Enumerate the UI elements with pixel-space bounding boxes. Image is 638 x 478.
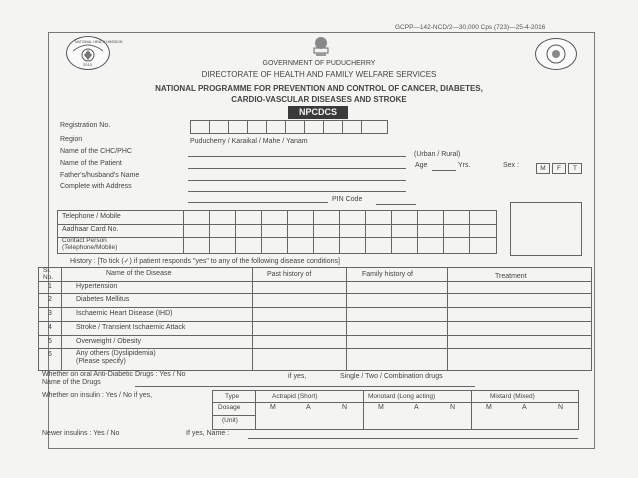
yrs-label: Yrs. <box>458 162 471 169</box>
row-disease: Any others (Dyslipidemia) <box>76 350 156 357</box>
insulin-type-monotard: Monotard (Long acting) <box>368 393 436 400</box>
registration-label: Registration No. <box>60 122 111 129</box>
col-past: Past history of <box>267 271 312 278</box>
drug-names-line[interactable] <box>135 386 475 387</box>
dose-col[interactable]: N <box>342 404 348 411</box>
dose-col[interactable]: N <box>558 404 564 411</box>
contact-grid <box>57 210 497 254</box>
row-disease: Overweight / Obesity <box>76 338 141 345</box>
sex-label: Sex : <box>503 162 519 169</box>
oral-drugs-label: Whether on oral Anti-Diabetic Drugs : Yes / No <box>42 371 186 378</box>
dose-col[interactable]: A <box>522 404 527 411</box>
address-label: Complete with Address <box>60 183 132 190</box>
dose-col[interactable]: A <box>414 404 419 411</box>
row-disease: Ischaemic Heart Disease (IHD) <box>76 310 173 317</box>
npcdcs-badge: NPCDCS <box>288 106 348 119</box>
nhm-logo-year: 2013 <box>83 62 92 67</box>
newer-name-line[interactable] <box>248 438 578 439</box>
insulin-type-mixtard: Mixtard (Mixed) <box>490 393 535 400</box>
father-label: Father's/husband's Name <box>60 172 140 179</box>
pin-line[interactable] <box>376 204 416 205</box>
patient-name-label: Name of the Patient <box>60 160 122 167</box>
age-label: Age <box>415 162 428 169</box>
dose-col[interactable]: N <box>450 404 456 411</box>
insulin-unit-label: (Unit) <box>222 417 238 424</box>
newer-if-yes: If yes, Name : <box>186 430 230 437</box>
sex-m-box[interactable]: M <box>536 163 550 174</box>
dose-col[interactable]: A <box>306 404 311 411</box>
age-line[interactable] <box>432 170 456 171</box>
newer-insulins-label: Newer insulins : Yes / No <box>42 430 120 437</box>
address-line-2[interactable] <box>188 202 328 203</box>
aadhaar-label: Aadhaar Card No. <box>62 226 119 233</box>
insulin-type-label: Type <box>225 393 240 400</box>
col-disease: Name of the Disease <box>106 270 172 277</box>
insulin-dosage-label: Dosage <box>218 404 241 411</box>
insulin-label: Whether on insulin : Yes / No if yes, <box>42 392 153 399</box>
col-treatment: Treatment <box>495 273 527 280</box>
father-line[interactable] <box>188 180 406 181</box>
contact-person-label: Contact Person <box>62 237 107 244</box>
col-family: Family history of <box>362 271 413 278</box>
col-slno: Sl. No. <box>43 267 54 281</box>
insulin-type-actrapid: Actrapid (Short) <box>272 393 318 400</box>
nhm-logo-text: NATIONAL HEALTH MISSION <box>75 40 123 44</box>
form-code: GCPP—142-NCD/2—30,000 Cps (723)—25-4-2016 <box>395 24 546 31</box>
oral-combo[interactable]: Single / Two / Combination drugs <box>340 373 443 380</box>
region-label: Region <box>60 136 83 143</box>
row-no: 3 <box>48 310 52 317</box>
contact-person-sub: (Telephone/Mobile) <box>62 244 118 251</box>
sex-f-box[interactable]: F <box>552 163 566 174</box>
row-no: 6 <box>48 351 52 358</box>
history-title: History : [To tick (✓) if patient responds "yes" to any of the following disease conditions] <box>70 258 340 265</box>
pin-label: PIN Code <box>332 196 363 203</box>
row-no: 1 <box>48 283 52 290</box>
photo-box <box>510 202 582 256</box>
patient-name-line[interactable] <box>188 168 406 169</box>
address-line-1[interactable] <box>188 191 406 192</box>
dose-col[interactable]: M <box>378 404 384 411</box>
state-emblem <box>310 34 332 58</box>
row-no: 2 <box>48 296 52 303</box>
gov-title: GOVERNMENT OF PUDUCHERRY <box>262 60 376 67</box>
dose-col[interactable]: M <box>270 404 276 411</box>
registration-boxes[interactable] <box>190 120 388 134</box>
row-disease: Stroke / Transient Ischaemic Attack <box>76 324 186 331</box>
directorate-title: DIRECTORATE OF HEALTH AND FAMILY WELFARE SERVICES <box>201 70 437 79</box>
urban-rural: (Urban / Rural) <box>414 151 461 158</box>
row-disease: Diabetes Mellitus <box>76 296 130 303</box>
telephone-label: Telephone / Mobile <box>62 213 121 220</box>
sex-t-box[interactable]: T <box>568 163 582 174</box>
programme-title: NATIONAL PROGRAMME FOR PREVENTION AND CONTROL OF CANCER, DIABETES, <box>155 84 483 93</box>
chc-phc-label: Name of the CHC/PHC <box>60 148 132 155</box>
dose-col[interactable]: M <box>486 404 492 411</box>
row-disease: Hypertension <box>76 283 118 290</box>
chc-phc-line[interactable] <box>188 156 406 157</box>
row-no: 5 <box>48 338 52 345</box>
row-no: 4 <box>48 324 52 331</box>
region-options[interactable]: Puducherry / Karaikal / Mahe / Yanam <box>190 138 308 145</box>
row-disease-sub: (Please specify) <box>76 358 126 365</box>
programme-subtitle: CARDIO-VASCULAR DISEASES AND STROKE <box>231 95 407 104</box>
oral-if-yes: if yes, <box>288 373 307 380</box>
drug-names-label: Name of the Drugs <box>42 379 101 386</box>
